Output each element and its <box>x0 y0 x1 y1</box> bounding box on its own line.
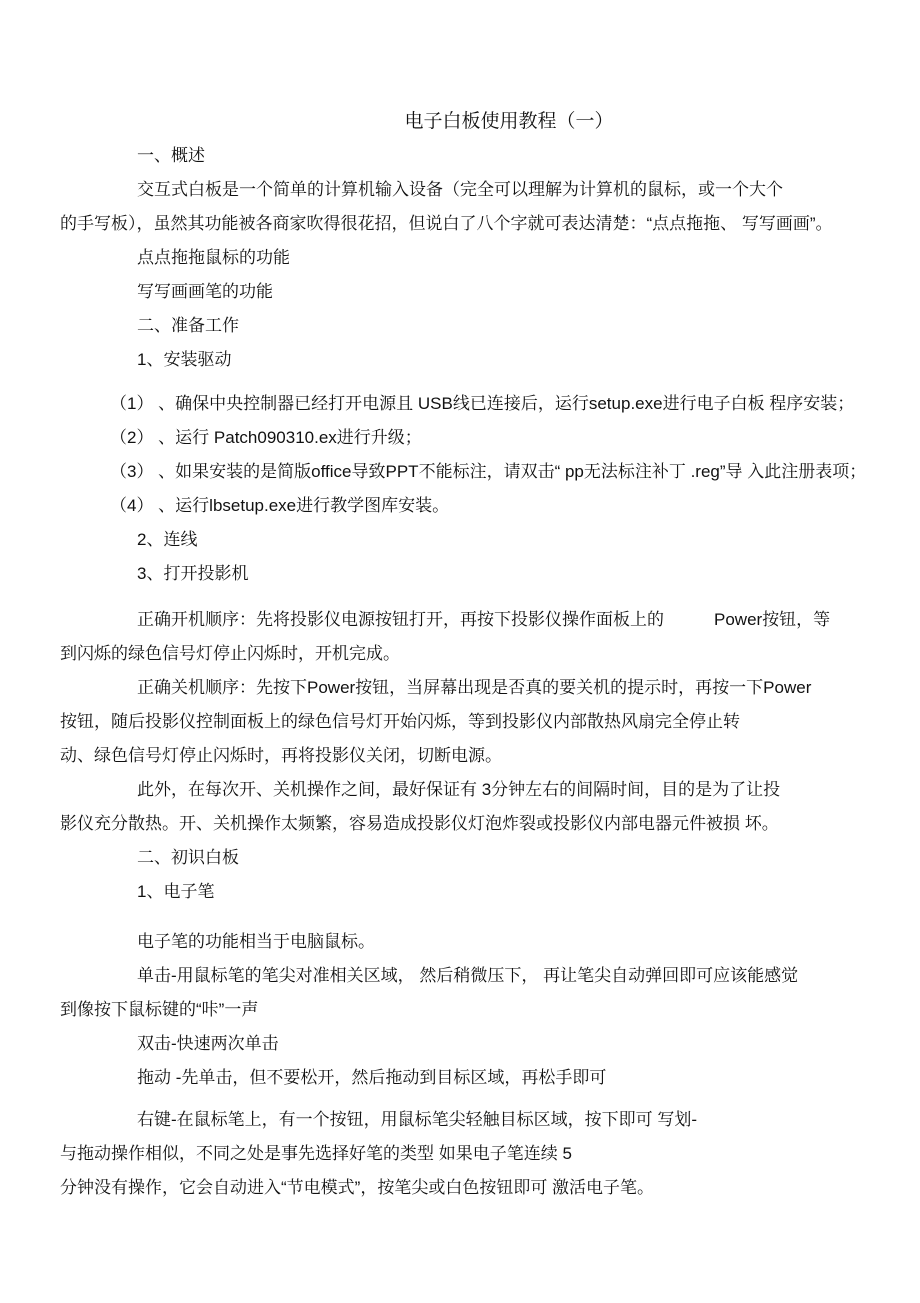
para-power-off-line2: 按钮，随后投影仪控制面板上的绿色信号灯开始闪烁，等到投影仪内部散热风扇完全停止转 <box>60 712 740 731</box>
para-mouse-function: 点点拖拖鼠标的功能 <box>137 248 290 267</box>
power-on-text-pre: 正确开机顺序：先将投影仪电源按钮打开，再按下投影仪操作面板上的 <box>137 610 664 629</box>
para-interval-line2: 影仪充分散热。开、关机操作太频繁，容易造成投影仪灯泡炸裂或投影仪内部电器元件被损 坏。 <box>60 814 779 833</box>
para-pen-function: 写写画画笔的功能 <box>137 282 273 301</box>
para-draw-line1: 与拖动操作相似，不同之处是事先选择好笔的类型 如果电子笔连续 5 <box>60 1144 572 1163</box>
document-title: 电子白板使用教程（一） <box>404 111 614 132</box>
heading-whiteboard: 二、初识白板 <box>137 848 239 867</box>
para-click-line1: 单击-用鼠标笔的笔尖对准相关区域， 然后稍微压下， 再让笔尖自动弹回即可应该能感觉 <box>137 966 799 985</box>
heading-preparation: 二、准备工作 <box>137 316 239 335</box>
subheading-epen: 1、电子笔 <box>137 882 215 901</box>
para-power-off-line1: 正确关机顺序：先按下Power按钮，当屏幕出现是否真的要关机的提示时，再按一下Power <box>137 678 812 697</box>
para-click-line2: 到像按下鼠标键的“咔”一声 <box>60 1000 259 1019</box>
list-item-3: （3） 、如果安装的是简版office导致PPT不能标注，请双击“ pp无法标注补丁 .reg”导 入此注册表项； <box>110 462 867 481</box>
para-intro-line2: 的手写板），虽然其功能被各商家吹得很花招，但说白了八个字就可表达清楚：“点点拖拖、 写写画画”。 <box>60 214 833 233</box>
para-interval-line1: 此外，在每次开、关机操作之间，最好保证有 3分钟左右的间隔时间，目的是为了让投 <box>137 780 781 799</box>
list-item-1: （1） 、确保中央控制器已经打开电源且 USB线已连接后，运行setup.exe进行电子白板 程序安装； <box>110 394 855 413</box>
subheading-projector: 3、打开投影机 <box>137 564 249 583</box>
subheading-connect: 2、连线 <box>137 530 198 549</box>
heading-overview: 一、概述 <box>137 146 205 165</box>
para-power-on-line2: 到闪烁的绿色信号灯停止闪烁时，开机完成。 <box>60 644 400 663</box>
power-on-text-post: Power按钮，等 <box>714 610 831 629</box>
para-double-click: 双击-快速两次单击 <box>137 1034 279 1053</box>
para-epen-function: 电子笔的功能相当于电脑鼠标。 <box>137 932 375 951</box>
para-drag: 拖动 -先单击，但不要松开，然后拖动到目标区域，再松手即可 <box>137 1068 607 1087</box>
para-power-off-line3: 动、绿色信号灯停止闪烁时，再将投影仪关闭，切断电源。 <box>60 746 502 765</box>
para-right-click: 右键-在鼠标笔上，有一个按钮，用鼠标笔尖轻触目标区域，按下即可 写划- <box>137 1110 698 1129</box>
para-power-on-line1 <box>60 603 914 637</box>
para-draw-line2: 分钟没有操作，它会自动进入“节电模式”，按笔尖或白色按钮即可 激活电子笔。 <box>60 1178 655 1197</box>
list-item-2: （2） 、运行 Patch090310.ex进行升级； <box>110 428 422 447</box>
subheading-install-driver: 1、安装驱动 <box>137 350 232 369</box>
list-item-4: （4） 、运行lbsetup.exe进行教学图库安装。 <box>110 496 450 515</box>
para-intro-line1: 交互式白板是一个简单的计算机输入设备（完全可以理解为计算机的鼠标，或一个大个 <box>137 180 783 199</box>
